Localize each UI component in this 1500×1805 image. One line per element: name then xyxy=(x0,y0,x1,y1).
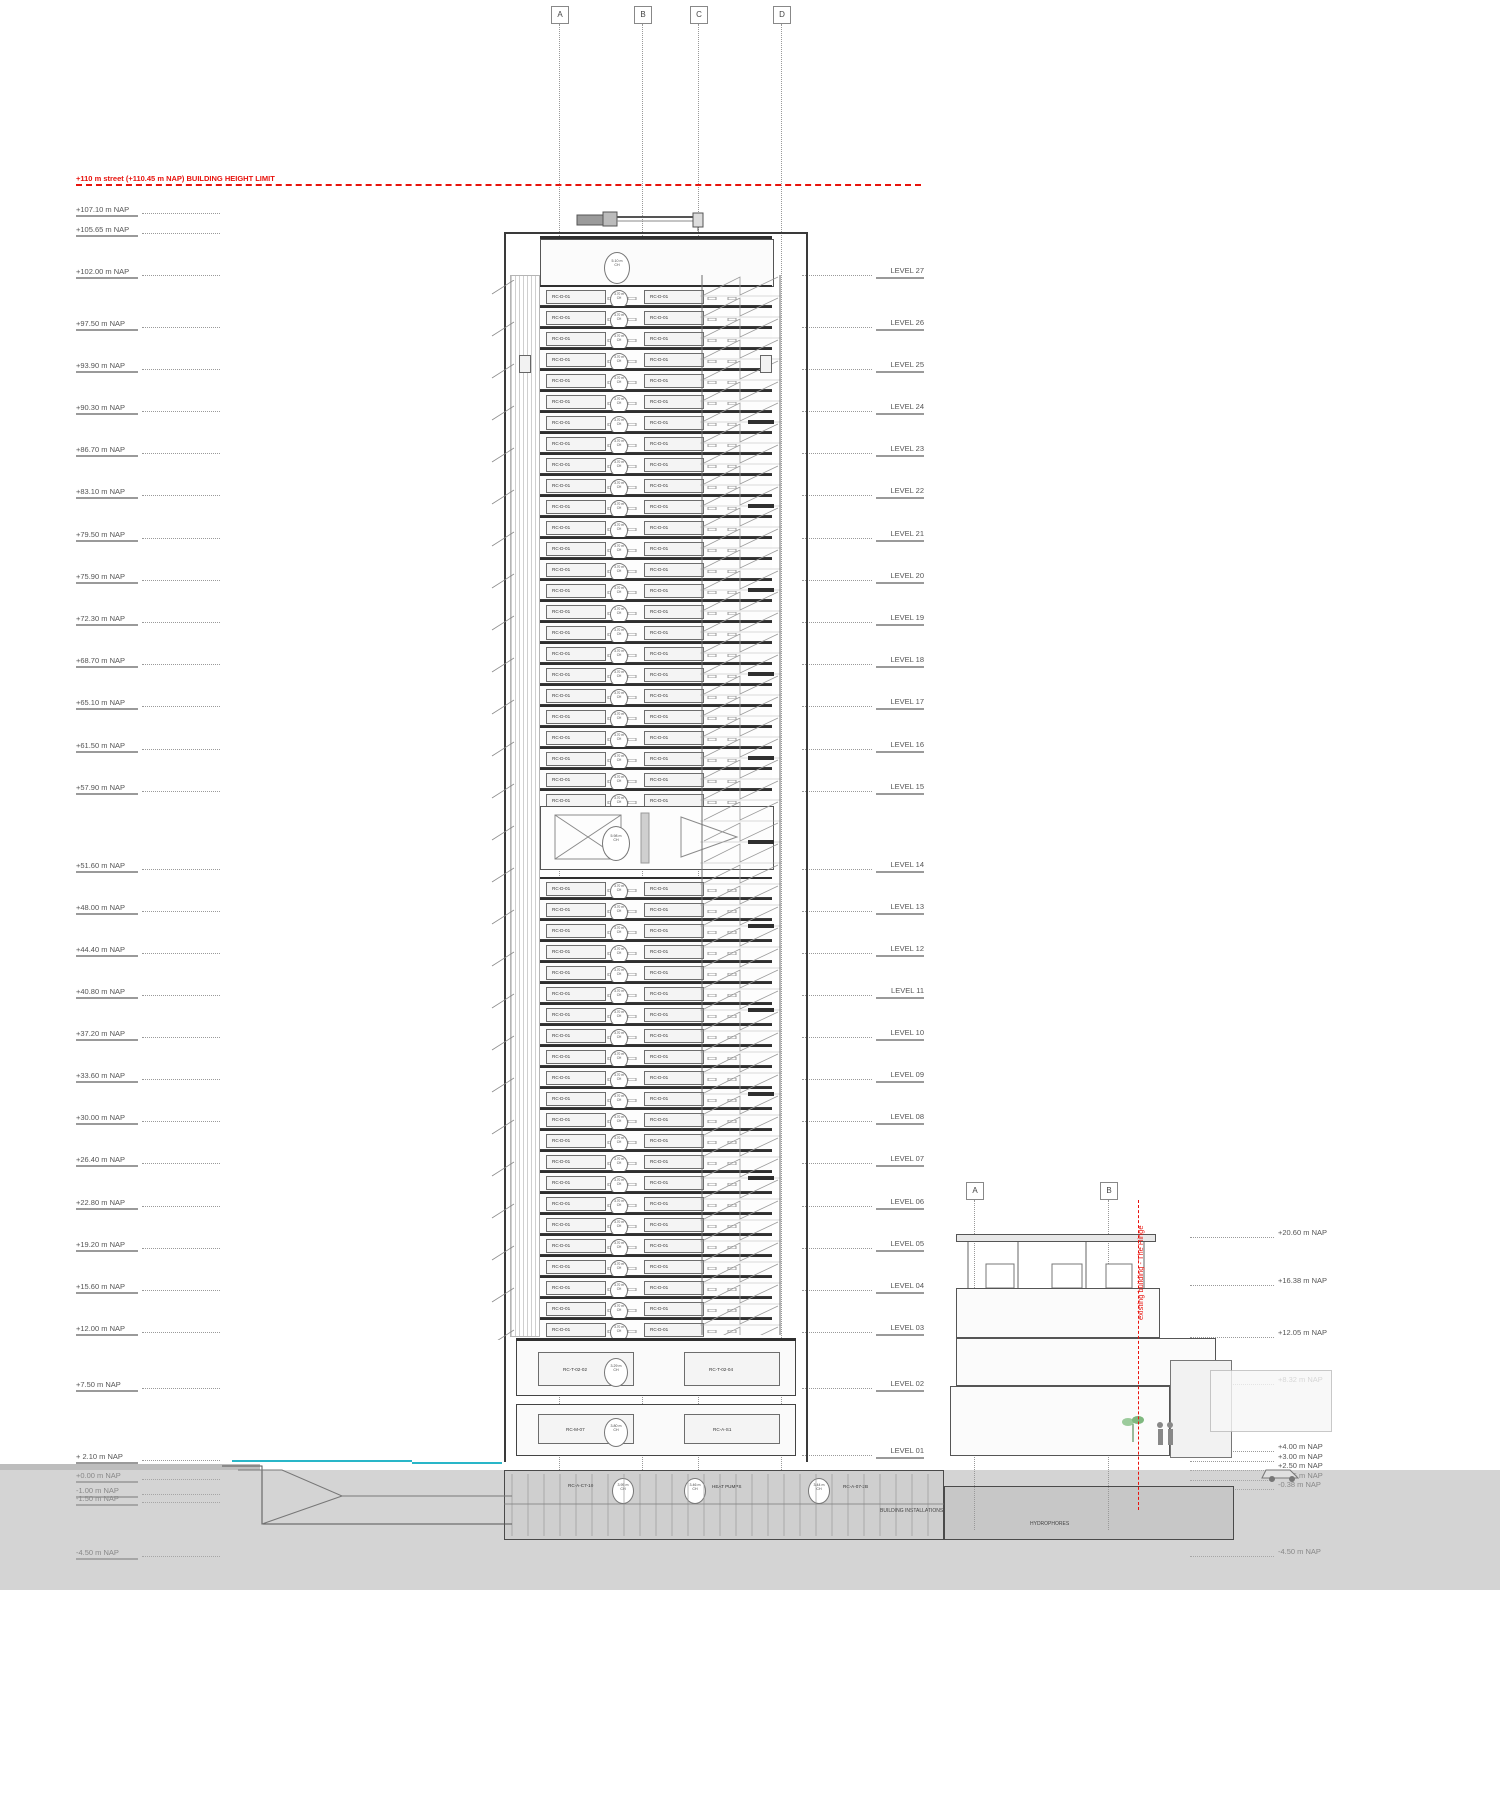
apartment-unit-right-label: RC-D-01 xyxy=(650,336,669,341)
apartment-unit-right-label: RC-D-01 xyxy=(650,1117,669,1122)
apartment-unit-right-label: RC-D-01 xyxy=(650,630,669,635)
floor-headroom-badge: 3.70 m CH xyxy=(610,1239,628,1258)
floor-headroom-badge: 3.70 m CH xyxy=(610,966,628,985)
floor-headroom-badge: 3.70 m CH xyxy=(610,521,628,540)
grid-axis-A: A xyxy=(551,6,569,24)
level-elevation-value: +107.10 m NAP xyxy=(76,205,130,214)
podium-unit-right-label: RC-T-02-04 xyxy=(709,1367,733,1372)
apartment-unit-left-label: RC-D-01 xyxy=(552,1327,571,1332)
apartment-unit-left-label: RC-D-01 xyxy=(552,735,571,740)
floor-headroom-badge: 3.70 m CH xyxy=(610,1323,628,1342)
floor-headroom-badge: 3.70 m CH xyxy=(610,1218,628,1237)
level-elevation-value: +19.20 m NAP xyxy=(76,1240,125,1249)
existing-building-section xyxy=(930,1170,1330,1550)
apartment-unit-left-label: RC-D-01 xyxy=(552,1054,571,1059)
floor-headroom-badge: 3.70 m CH xyxy=(610,945,628,964)
apartment-unit-right-label: RC-D-01 xyxy=(650,756,669,761)
level-elevation-value: +7.50 m NAP xyxy=(76,1380,121,1389)
basement-ribs xyxy=(504,1470,944,1540)
floor-headroom-badge: 3.70 m CH xyxy=(610,605,628,624)
level-elevation-value: +86.70 m NAP xyxy=(76,445,125,454)
level-name: LEVEL 07 xyxy=(890,1154,924,1163)
apartment-unit-right-label: RC-D-01 xyxy=(650,672,669,677)
level-elevation-value: + 2.10 m NAP xyxy=(76,1452,123,1461)
level-name: LEVEL 13 xyxy=(890,902,924,911)
existing-building-label: existing building - The Hinge xyxy=(1136,1225,1145,1320)
level-elevation-value: +65.10 m NAP xyxy=(76,698,125,707)
apartment-unit-right-label: RC-D-01 xyxy=(650,294,669,299)
floor-headroom-badge: 3.70 m CH xyxy=(610,731,628,750)
apartment-unit-left-label: RC-D-01 xyxy=(552,315,571,320)
floor-headroom-badge: 3.70 m CH xyxy=(610,752,628,771)
apartment-unit-right-label: RC-D-01 xyxy=(650,567,669,572)
apartment-unit-left-label: RC-D-01 xyxy=(552,378,571,383)
apartment-unit-left-label: RC-D-01 xyxy=(552,777,571,782)
apartment-unit-right-label: RC-D-01 xyxy=(650,886,669,891)
level-elevation-value: +51.60 m NAP xyxy=(76,861,125,870)
level-elevation-value: +40.80 m NAP xyxy=(76,987,125,996)
floor-headroom-badge: 3.70 m CH xyxy=(610,395,628,414)
apartment-unit-right-label: RC-D-01 xyxy=(650,399,669,404)
apartment-unit-right-label: RC-D-01 xyxy=(650,735,669,740)
level-elevation-value: +20.60 m NAP xyxy=(1278,1228,1327,1237)
floor-headroom-badge: 3.70 m CH xyxy=(610,416,628,435)
level-elevation-value: +33.60 m NAP xyxy=(76,1071,125,1080)
apartment-unit-right-label: RC-D-01 xyxy=(650,588,669,593)
apartment-unit-right-label: RC-D-01 xyxy=(650,907,669,912)
level-elevation-value: +75.90 m NAP xyxy=(76,572,125,581)
basement-heat-pumps-label: HEAT PUMPS xyxy=(712,1484,742,1489)
hydrophores-label: HYDROPHORES xyxy=(1030,1521,1070,1527)
apartment-unit-right-label: RC-D-01 xyxy=(650,546,669,551)
basement-installations-label: BUILDING INSTALLATIONS xyxy=(880,1508,944,1514)
facade-top-line xyxy=(504,232,808,234)
apartment-unit-left-label: RC-D-01 xyxy=(552,420,571,425)
apartment-unit-right-label: RC-D-01 xyxy=(650,1096,669,1101)
apartment-unit-right-label: RC-D-01 xyxy=(650,378,669,383)
level-name: LEVEL 06 xyxy=(890,1197,924,1206)
floor-headroom-badge: 3.70 m CH xyxy=(610,479,628,498)
level-elevation-value: +105.65 m NAP xyxy=(76,225,130,234)
apartment-unit-left-label: RC-D-01 xyxy=(552,672,571,677)
level-elevation-value: +44.40 m NAP xyxy=(76,945,125,954)
apartment-unit-left-label: RC-D-01 xyxy=(552,928,571,933)
floor-headroom-badge: 3.70 m CH xyxy=(610,311,628,330)
apartment-unit-left-label: RC-D-01 xyxy=(552,1180,571,1185)
floor-headroom-badge: 3.70 m CH xyxy=(610,563,628,582)
floor-headroom-badge: 3.70 m CH xyxy=(610,353,628,372)
apartment-unit-left-label: RC-D-01 xyxy=(552,630,571,635)
apartment-unit-left-label: RC-D-01 xyxy=(552,798,571,803)
level-name: LEVEL 26 xyxy=(890,318,924,327)
level-name: LEVEL 14 xyxy=(890,860,924,869)
level-elevation-value: +61.50 m NAP xyxy=(76,741,125,750)
apartment-unit-right-label: RC-D-01 xyxy=(650,420,669,425)
apartment-unit-left-label: RC-D-01 xyxy=(552,525,571,530)
apartment-unit-right-label: RC-D-01 xyxy=(650,1180,669,1185)
floor-headroom-badge: 3.70 m CH xyxy=(610,1113,628,1132)
basement-unit-left-label: RC-A-C7-10 xyxy=(568,1483,594,1488)
floor-headroom-badge: 3.70 m CH xyxy=(610,987,628,1006)
apartment-unit-right-label: RC-D-01 xyxy=(650,504,669,509)
level01-unit-left-label: RC-M-07 xyxy=(566,1427,585,1432)
level-name: LEVEL 23 xyxy=(890,444,924,453)
level-elevation-value: +12.00 m NAP xyxy=(76,1324,125,1333)
existing-grid-axis-B: B xyxy=(1100,1182,1118,1200)
grid-axis-D: D xyxy=(773,6,791,24)
floor-headroom-badge: 3.70 m CH xyxy=(610,882,628,901)
level-elevation-value: +93.90 m NAP xyxy=(76,361,125,370)
level-name: LEVEL 11 xyxy=(891,986,924,995)
floor-headroom-badge: 3.70 m CH xyxy=(610,1134,628,1153)
level-elevation-value: +22.80 m NAP xyxy=(76,1198,125,1207)
apartment-unit-right-label: RC-D-01 xyxy=(650,1264,669,1269)
level-elevation-value: +4.00 m NAP xyxy=(1278,1442,1323,1451)
level-name: LEVEL 02 xyxy=(890,1379,924,1388)
apartment-unit-right-label: RC-D-01 xyxy=(650,1327,669,1332)
apartment-unit-left-label: RC-D-01 xyxy=(552,949,571,954)
apartment-unit-right-label: RC-D-01 xyxy=(650,1243,669,1248)
level-name: LEVEL 09 xyxy=(890,1070,924,1079)
apartment-unit-left-label: RC-D-01 xyxy=(552,693,571,698)
apartment-unit-left-label: RC-D-01 xyxy=(552,546,571,551)
facade-gondola-right-icon xyxy=(760,355,772,373)
left-retaining-wall xyxy=(222,1462,512,1552)
floor-headroom-badge: 3.70 m CH xyxy=(610,437,628,456)
apartment-unit-right-label: RC-D-01 xyxy=(650,357,669,362)
level-name: LEVEL 21 xyxy=(890,529,924,538)
apartment-unit-right-label: RC-D-01 xyxy=(650,928,669,933)
apartment-unit-right-label: RC-D-01 xyxy=(650,714,669,719)
level-name: LEVEL 05 xyxy=(890,1239,924,1248)
level-elevation-value: +2.50 m NAP xyxy=(1278,1461,1323,1470)
level-name: LEVEL 15 xyxy=(890,782,924,791)
level-elevation-value: +83.10 m NAP xyxy=(76,487,125,496)
floor-headroom-badge: 3.70 m CH xyxy=(610,924,628,943)
apartment-unit-left-label: RC-D-01 xyxy=(552,441,571,446)
apartment-unit-right-label: RC-D-01 xyxy=(650,991,669,996)
apartment-unit-right-label: RC-D-01 xyxy=(650,462,669,467)
apartment-unit-right-label: RC-D-01 xyxy=(650,777,669,782)
level-elevation-value: +37.20 m NAP xyxy=(76,1029,125,1038)
apartment-unit-left-label: RC-D-01 xyxy=(552,1117,571,1122)
level-elevation-value: +48.00 m NAP xyxy=(76,903,125,912)
level-elevation-value: +97.50 m NAP xyxy=(76,319,125,328)
existing-people-icon xyxy=(1154,1420,1176,1446)
apartment-unit-right-label: RC-D-01 xyxy=(650,1159,669,1164)
level14-headroom-badge: 5.98 m CH xyxy=(602,826,630,861)
floor-headroom-badge: 3.70 m CH xyxy=(610,903,628,922)
floor-headroom-badge: 3.70 m CH xyxy=(610,1008,628,1027)
apartment-unit-right-label: RC-D-01 xyxy=(650,315,669,320)
floor-headroom-badge: 3.70 m CH xyxy=(610,1302,628,1321)
apartment-unit-left-label: RC-D-01 xyxy=(552,886,571,891)
apartment-unit-right-label: RC-D-01 xyxy=(650,1201,669,1206)
level01-unit-right-label: RC-A-S1 xyxy=(713,1427,732,1432)
apartment-unit-left-label: RC-D-01 xyxy=(552,357,571,362)
floor-headroom-badge: 3.70 m CH xyxy=(610,1050,628,1069)
existing-roof-posts xyxy=(956,1242,1156,1288)
apartment-unit-left-label: RC-D-01 xyxy=(552,1012,571,1017)
apartment-unit-left-label: RC-D-01 xyxy=(552,483,571,488)
floor-headroom-badge: 3.70 m CH xyxy=(610,647,628,666)
level-elevation-value: +30.00 m NAP xyxy=(76,1113,125,1122)
podium-slab-top xyxy=(516,1338,796,1341)
existing-plant-icon xyxy=(1122,1410,1144,1442)
floor-headroom-badge: 3.70 m CH xyxy=(610,1155,628,1174)
level-elevation-value: +16.38 m NAP xyxy=(1278,1276,1327,1285)
floor-headroom-badge: 3.70 m CH xyxy=(610,332,628,351)
floor-headroom-badge: 3.70 m CH xyxy=(610,290,628,309)
podium-unit-left-label: RC-T-02-02 xyxy=(563,1367,587,1372)
apartment-unit-right-label: RC-D-01 xyxy=(650,1033,669,1038)
apartment-unit-left-label: RC-D-01 xyxy=(552,567,571,572)
floor-headroom-badge: 3.70 m CH xyxy=(610,1260,628,1279)
floor-headroom-badge: 3.70 m CH xyxy=(610,1197,628,1216)
level-elevation-value: +90.30 m NAP xyxy=(76,403,125,412)
apartment-unit-left-label: RC-D-01 xyxy=(552,970,571,975)
floor-headroom-badge: 3.70 m CH xyxy=(610,1176,628,1195)
level-elevation-value: +102.00 m NAP xyxy=(76,267,130,276)
apartment-unit-right-label: RC-D-01 xyxy=(650,693,669,698)
floor-headroom-badge: 3.70 m CH xyxy=(610,626,628,645)
apartment-unit-left-label: RC-D-01 xyxy=(552,1075,571,1080)
existing-ghost-wing xyxy=(1210,1370,1332,1432)
level-elevation-value: +12.05 m NAP xyxy=(1278,1328,1327,1337)
apartment-unit-left-label: RC-D-01 xyxy=(552,462,571,467)
existing-roof xyxy=(956,1234,1156,1242)
roof-crane-icon xyxy=(575,209,725,231)
apartment-unit-left-label: RC-D-01 xyxy=(552,588,571,593)
apartment-unit-left-label: RC-D-01 xyxy=(552,1264,571,1269)
facade-gondola-left-icon xyxy=(519,355,531,373)
apartment-unit-left-label: RC-D-01 xyxy=(552,1201,571,1206)
apartment-unit-right-label: RC-D-01 xyxy=(650,1306,669,1311)
apartment-unit-left-label: RC-D-01 xyxy=(552,991,571,996)
level-name: LEVEL 17 xyxy=(890,697,924,706)
apartment-unit-left-label: RC-D-01 xyxy=(552,1306,571,1311)
level-name: LEVEL 16 xyxy=(890,740,924,749)
floor-headroom-badge: 3.70 m CH xyxy=(610,710,628,729)
apartment-unit-left-label: RC-D-01 xyxy=(552,1033,571,1038)
floor-headroom-badge: 3.70 m CH xyxy=(610,668,628,687)
floor-headroom-badge: 3.70 m CH xyxy=(610,1029,628,1048)
level-name: LEVEL 10 xyxy=(890,1028,924,1037)
level-elevation-value: +15.60 m NAP xyxy=(76,1282,125,1291)
apartment-unit-right-label: RC-D-01 xyxy=(650,1075,669,1080)
apartment-unit-right-label: RC-D-01 xyxy=(650,651,669,656)
apartment-unit-left-label: RC-D-01 xyxy=(552,1243,571,1248)
roof-headroom-badge: 5.10 m CH xyxy=(604,252,630,284)
level-name: LEVEL 27 xyxy=(890,266,924,275)
floor-headroom-badge: 3.70 m CH xyxy=(610,1092,628,1111)
floor-headroom-badge: 3.70 m CH xyxy=(610,1281,628,1300)
level01-unit-right xyxy=(684,1414,780,1444)
basement-unit-right-label: RC-A-07-2B xyxy=(843,1484,869,1489)
floor-headroom-badge: 3.70 m CH xyxy=(610,794,628,813)
apartment-unit-right-label: RC-D-01 xyxy=(650,1054,669,1059)
apartment-unit-right-label: RC-D-01 xyxy=(650,949,669,954)
height-limit-label: +110 m street (+110.45 m NAP) BUILDING HEIGHT LIMIT xyxy=(76,174,275,183)
apartment-unit-right-label: RC-D-01 xyxy=(650,1222,669,1227)
grid-axis-B: B xyxy=(634,6,652,24)
apartment-unit-right-label: RC-D-01 xyxy=(650,1138,669,1143)
level-name: LEVEL 24 xyxy=(890,402,924,411)
grid-axis-C: C xyxy=(690,6,708,24)
existing-grid-axis-A: A xyxy=(966,1182,984,1200)
level-name: LEVEL 01 xyxy=(890,1446,924,1455)
facade-right-line xyxy=(806,232,808,1462)
apartment-unit-right-label: RC-D-01 xyxy=(650,1012,669,1017)
floor-headroom-badge: 3.70 m CH xyxy=(610,500,628,519)
floor-headroom-badge: 3.70 m CH xyxy=(610,584,628,603)
floor-headroom-badge: 3.70 m CH xyxy=(610,773,628,792)
apartment-unit-left-label: RC-D-01 xyxy=(552,651,571,656)
level-elevation-value: +68.70 m NAP xyxy=(76,656,125,665)
apartment-unit-left-label: RC-D-01 xyxy=(552,609,571,614)
existing-upper-floor xyxy=(956,1288,1160,1338)
apartment-unit-left-label: RC-D-01 xyxy=(552,907,571,912)
level-elevation-value: +79.50 m NAP xyxy=(76,530,125,539)
apartment-unit-left-label: RC-D-01 xyxy=(552,1222,571,1227)
apartment-unit-left-label: RC-D-01 xyxy=(552,756,571,761)
floor-headroom-badge: 3.70 m CH xyxy=(610,689,628,708)
apartment-unit-left-label: RC-D-01 xyxy=(552,1159,571,1164)
level-elevation-value: +26.40 m NAP xyxy=(76,1155,125,1164)
floor-headroom-badge: 3.70 m CH xyxy=(610,458,628,477)
floor-headroom-badge: 3.70 m CH xyxy=(610,542,628,561)
basement-right-badge: 3.44 m CH xyxy=(808,1478,830,1504)
apartment-unit-left-label: RC-D-01 xyxy=(552,399,571,404)
apartment-unit-left-label: RC-D-01 xyxy=(552,1138,571,1143)
apartment-unit-left-label: RC-D-01 xyxy=(552,504,571,509)
podium-headroom-badge: 3.29 m CH xyxy=(604,1358,628,1387)
level-name: LEVEL 19 xyxy=(890,613,924,622)
apartment-unit-right-label: RC-D-01 xyxy=(650,525,669,530)
basement-left-badge: 3.95 m CH xyxy=(612,1478,634,1504)
apartment-unit-right-label: RC-D-01 xyxy=(650,441,669,446)
level-elevation-value: +72.30 m NAP xyxy=(76,614,125,623)
floor-headroom-badge: 3.70 m CH xyxy=(610,374,628,393)
apartment-unit-left-label: RC-D-01 xyxy=(552,336,571,341)
apartment-unit-left-label: RC-D-01 xyxy=(552,714,571,719)
apartment-unit-left-label: RC-D-01 xyxy=(552,1096,571,1101)
level-name: LEVEL 08 xyxy=(890,1112,924,1121)
level01-headroom-badge: 3.80 m CH xyxy=(604,1418,628,1447)
apartment-unit-right-label: RC-D-01 xyxy=(650,970,669,975)
basement-mid-badge: 3.46 m CH xyxy=(684,1478,706,1504)
level-elevation-value: +57.90 m NAP xyxy=(76,783,125,792)
facade-left-ties xyxy=(486,280,516,1340)
apartment-unit-left-label: RC-D-01 xyxy=(552,1285,571,1290)
apartment-unit-right-label: RC-D-01 xyxy=(650,1285,669,1290)
level-name: LEVEL 22 xyxy=(890,486,924,495)
level-elevation-value: +3.00 m NAP xyxy=(1278,1452,1323,1461)
apartment-unit-right-label: RC-D-01 xyxy=(650,798,669,803)
apartment-unit-right-label: RC-D-01 xyxy=(650,483,669,488)
floor-headroom-badge: 3.70 m CH xyxy=(610,1071,628,1090)
apartment-unit-right-label: RC-D-01 xyxy=(650,609,669,614)
level-name: LEVEL 12 xyxy=(890,944,924,953)
level-name: LEVEL 18 xyxy=(890,655,924,664)
level-name: LEVEL 03 xyxy=(890,1323,924,1332)
apartment-unit-left-label: RC-D-01 xyxy=(552,294,571,299)
level-name: LEVEL 04 xyxy=(890,1281,924,1290)
level-name: LEVEL 20 xyxy=(890,571,924,580)
existing-car-icon xyxy=(1260,1464,1304,1482)
facade-right-marks xyxy=(744,420,784,1220)
level-name: LEVEL 25 xyxy=(890,360,924,369)
